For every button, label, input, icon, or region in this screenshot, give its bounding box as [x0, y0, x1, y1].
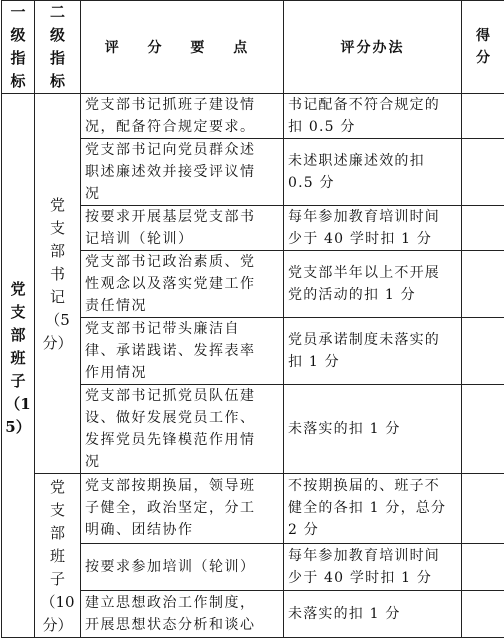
- scoring-method-cell: [284, 474, 462, 544]
- scoring-point-text: 党支部书记带头廉洁自: [85, 318, 280, 340]
- level2-text: 部: [35, 240, 80, 263]
- scoring-method-text: 健全的各扣 1 分，总分: [288, 497, 458, 519]
- scoring-method-text: 少于 40 学时扣 1 分: [288, 567, 458, 589]
- table-row: [2, 474, 504, 544]
- scoring-method-cell: [284, 206, 462, 251]
- level1-text: 部: [2, 324, 34, 347]
- scoring-method-text: 少于 40 学时扣 1 分: [288, 228, 458, 250]
- score-cell[interactable]: [462, 474, 504, 544]
- score-cell[interactable]: [462, 543, 504, 590]
- scoring-point-text: 按要求开展基层党支部书: [85, 206, 280, 228]
- evaluation-table: [1, 0, 504, 638]
- scoring-point-text: 作用情况: [85, 362, 280, 384]
- level2-text: 书: [35, 263, 80, 286]
- scoring-point-text: 党支部书记抓党员队伍建: [85, 385, 280, 407]
- level1-text: 党: [2, 278, 34, 301]
- header-points: 评 分 要 点: [81, 1, 284, 94]
- scoring-point-text: 党支部书记抓班子建设情: [85, 94, 280, 116]
- scoring-point-text: 律、承诺践诺、发挥表率: [85, 340, 280, 362]
- scoring-method-cell: [284, 543, 462, 590]
- scoring-point-text: 党支部书记向党员群众述: [85, 139, 280, 161]
- level2-indicator: [35, 474, 81, 638]
- header-level1: 一 级 指 标: [2, 1, 35, 94]
- score-cell[interactable]: [462, 251, 504, 318]
- level2-text: 班: [35, 545, 80, 568]
- level2-text: 部: [35, 522, 80, 545]
- scoring-method-text: 未落实的扣 1 分: [288, 418, 458, 440]
- level1-indicator: [2, 94, 35, 638]
- level1-text: 5）: [2, 416, 34, 439]
- level2-text: （5: [35, 309, 80, 332]
- scoring-method-text: 党的活动的扣 1 分: [288, 284, 458, 306]
- scoring-point-text: 建立思想政治工作制度，: [85, 592, 280, 614]
- level2-text: 分）: [35, 614, 80, 637]
- scoring-point-cell: [81, 590, 284, 637]
- level1-text: 支: [2, 301, 34, 324]
- table-row: [2, 94, 504, 139]
- scoring-point-text: 况，配备符合规定要求。: [85, 116, 280, 138]
- scoring-method-text: 2 分: [288, 519, 458, 541]
- header-level2: 二 级 指 标: [35, 1, 81, 94]
- scoring-point-text: 况: [85, 183, 280, 205]
- scoring-point-text: 记培训（轮训）: [85, 228, 280, 250]
- scoring-point-cell: [81, 94, 284, 139]
- score-cell[interactable]: [462, 139, 504, 206]
- scoring-point-cell: [81, 385, 284, 474]
- scoring-point-cell: [81, 206, 284, 251]
- header-method: 评分办法: [284, 1, 462, 94]
- scoring-point-text: 党支部书记政治素质、党: [85, 251, 280, 273]
- scoring-point-text: 子健全，政治坚定，分工: [85, 497, 280, 519]
- level2-text: 党: [35, 194, 80, 217]
- scoring-method-cell: [284, 251, 462, 318]
- scoring-point-cell: [81, 543, 284, 590]
- scoring-point-text: 开展思想状态分析和谈心: [85, 614, 280, 636]
- level1-text: 子: [2, 370, 34, 393]
- level1-text: （1: [2, 393, 34, 416]
- scoring-method-cell: [284, 590, 462, 637]
- scoring-point-text: 职述廉述效并接受评议情: [85, 161, 280, 183]
- scoring-method-text: 党员承诺制度未落实的: [288, 329, 458, 351]
- scoring-point-text: 发挥党员先锋模范作用情: [85, 429, 280, 451]
- scoring-method-text: 扣 0.5 分: [288, 116, 458, 138]
- level1-text: 班: [2, 347, 34, 370]
- scoring-method-text: 扣 1 分: [288, 351, 458, 373]
- scoring-point-cell: [81, 318, 284, 385]
- level2-text: 子: [35, 568, 80, 591]
- score-cell[interactable]: [462, 206, 504, 251]
- scoring-method-text: 未落实的扣 1 分: [288, 603, 458, 625]
- header-score: 得 分: [462, 1, 504, 94]
- header-row: [2, 1, 504, 94]
- score-cell[interactable]: [462, 318, 504, 385]
- scoring-point-text: 责任情况: [85, 295, 280, 317]
- level2-text: 支: [35, 217, 80, 240]
- level2-indicator: [35, 94, 81, 474]
- scoring-method-cell: [284, 318, 462, 385]
- level2-text: 记: [35, 286, 80, 309]
- scoring-method-text: 0.5 分: [288, 172, 458, 194]
- scoring-point-text: 性观念以及落实党建工作: [85, 273, 280, 295]
- scoring-point-cell: [81, 139, 284, 206]
- level2-text: 支: [35, 499, 80, 522]
- scoring-point-text: 党支部按期换届，领导班: [85, 475, 280, 497]
- scoring-point-text: 按要求参加培训（轮训）: [85, 556, 280, 578]
- scoring-method-text: 书记配备不符合规定的: [288, 94, 458, 116]
- scoring-method-text: 党支部半年以上不开展: [288, 262, 458, 284]
- scoring-method-cell: [284, 385, 462, 474]
- scoring-method-text: 每年参加教育培训时间: [288, 206, 458, 228]
- scoring-method-text: 未述职述廉述效的扣: [288, 150, 458, 172]
- scoring-point-cell: [81, 251, 284, 318]
- score-cell[interactable]: [462, 94, 504, 139]
- level2-text: 党: [35, 476, 80, 499]
- level2-text: （10: [35, 591, 80, 614]
- level2-text: 分）: [35, 332, 80, 355]
- scoring-method-cell: [284, 94, 462, 139]
- scoring-method-text: 每年参加教育培训时间: [288, 545, 458, 567]
- scoring-point-cell: [81, 474, 284, 544]
- scoring-point-text: 明确、团结协作: [85, 519, 280, 541]
- scoring-point-text: 设、做好发展党员工作、: [85, 407, 280, 429]
- scoring-method-cell: [284, 139, 462, 206]
- scoring-point-text: 况: [85, 451, 280, 473]
- score-cell[interactable]: [462, 590, 504, 637]
- scoring-method-text: 不按期换届的、班子不: [288, 475, 458, 497]
- score-cell[interactable]: [462, 385, 504, 474]
